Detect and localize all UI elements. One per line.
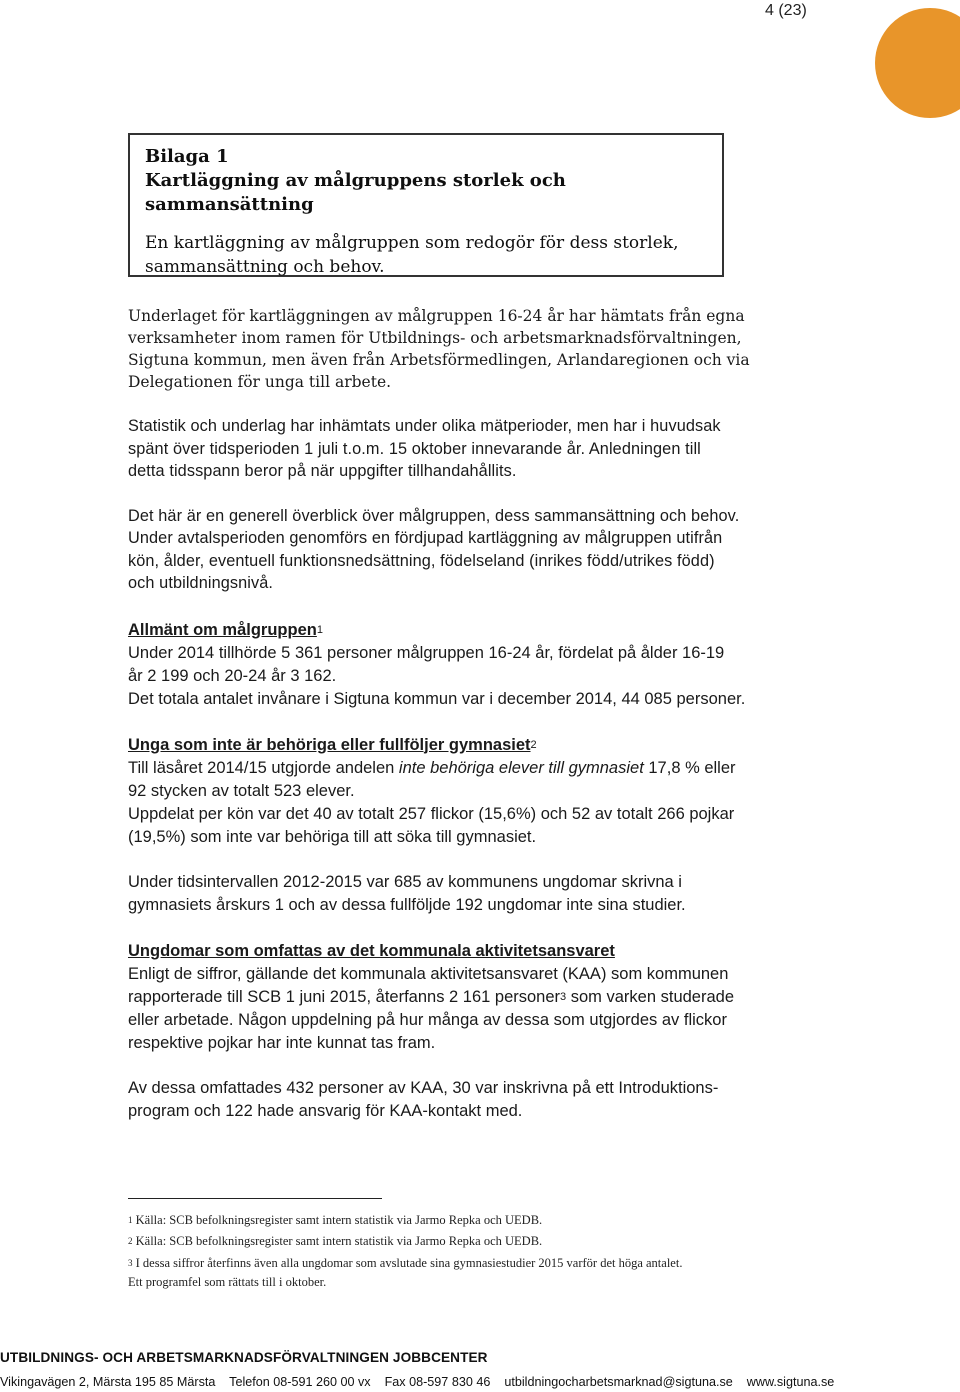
text-line: respektive pojkar har inte kunnat tas fram.	[128, 1033, 436, 1052]
footer-website-link[interactable]: www.sigtuna.se	[746, 1375, 835, 1389]
section-activity-responsibility	[128, 940, 928, 1123]
text-line: Det här är en generell överblick över målgruppen, dess sammansättning och behov.	[128, 506, 740, 525]
section-not-eligible	[128, 734, 928, 917]
intro-paragraph-3	[128, 505, 928, 595]
footer-contact-line	[0, 1375, 960, 1389]
text-line: gymnasiets årskurs 1 och av dessa fullföljde 192 ungdomar inte sina studier.	[128, 895, 686, 914]
text-line: kön, ålder, eventuell funktionsnedsättning, födelseland (inrikes född/utrikes född)	[128, 551, 715, 570]
appendix-description-line1: En kartläggning av målgruppen som redogör för dess storlek,	[145, 233, 679, 253]
text-line: spänt över tidsperioden 1 juli t.o.m. 15 oktober innevarande år. Anledningen till	[128, 439, 701, 458]
footnote-1	[128, 1210, 848, 1231]
text-line: Det totala antalet invånare i Sigtuna kommun var i december 2014, 44 085 personer.	[128, 689, 746, 708]
text-line: eller arbetade. Någon uppdelning på hur många av dessa som utgjordes av flickor	[128, 1010, 727, 1029]
footnotes	[128, 1210, 848, 1292]
footnote-ref-1: 1	[316, 623, 323, 636]
text-line: Underlaget för kartläggningen av målgruppen 16-24 år har hämtats från egna	[128, 307, 745, 325]
text-line: Sigtuna kommun, men även från Arbetsförmedlingen, Arlandaregionen och via	[128, 351, 750, 369]
document-body	[128, 305, 928, 1123]
footnote-number: 3	[128, 1258, 133, 1268]
text-line	[128, 986, 928, 1009]
text-span: rapporterade till SCB 1 juni 2015, återfanns 2 161 personer	[128, 987, 561, 1006]
page-number: 4 (23)	[765, 2, 807, 19]
orange-circle-decoration	[875, 8, 960, 118]
text-line: Delegationen för unga till arbete.	[128, 373, 392, 391]
text-line: (19,5%) som inte var behöriga till att söka till gymnasiet.	[128, 827, 537, 846]
footnote-ref-3: 3	[560, 990, 567, 1003]
appendix-description	[145, 231, 707, 279]
appendix-title-line2: Kartläggning av målgruppens storlek och sammansättning	[145, 170, 566, 215]
intro-paragraph-1	[128, 305, 928, 393]
section-general-heading: Allmänt om målgruppen	[128, 620, 317, 639]
text-line: program och 122 hade ansvarig för KAA-kontakt med.	[128, 1101, 523, 1120]
footnote-2	[128, 1231, 848, 1252]
footnote-number: 1	[128, 1215, 133, 1225]
footnote-ref-2: 2	[530, 738, 537, 751]
footer-organization: UTBILDNINGS- OCH ARBETSMARKNADSFÖRVALTNINGEN JOBBCENTER	[0, 1350, 488, 1365]
text-line: år 2 199 och 20-24 år 3 162.	[128, 666, 337, 685]
text-line: 92 stycken av totalt 523 elever.	[128, 781, 355, 800]
text-line	[128, 757, 928, 780]
footer-phone: Telefon 08-591 260 00 vx	[229, 1375, 371, 1389]
footnote-3	[128, 1254, 848, 1292]
text-span: Till läsåret 2014/15 utgjorde andelen	[128, 758, 399, 777]
footnote-text: Ett programfel som rättats till i oktober.	[128, 1275, 327, 1289]
text-line: och utbildningsnivå.	[128, 574, 274, 592]
footnote-divider	[128, 1198, 382, 1199]
footnote-text: Källa: SCB befolkningsregister samt intern statistik via Jarmo Repka och UEDB.	[135, 1234, 543, 1248]
text-line: Under avtalsperioden genomförs en fördjupad kartläggning av målgruppen utifrån	[128, 529, 723, 547]
footer-email-link[interactable]: utbildningocharbetsmarknad@sigtuna.se	[504, 1375, 733, 1389]
section-activity-heading: Ungdomar som omfattas av det kommunala aktivitetsansvaret	[128, 941, 615, 960]
text-line: Uppdelat per kön var det 40 av totalt 257 flickor (15,6%) och 52 av totalt 266 pojkar	[128, 804, 735, 823]
appendix-title-line1: Bilaga 1	[145, 146, 229, 167]
intro-paragraph-2	[128, 415, 928, 483]
footer-fax: Fax 08-597 830 46	[384, 1375, 491, 1389]
appendix-description-line2: sammansättning och behov.	[145, 257, 385, 277]
appendix-title-box	[128, 133, 724, 277]
text-line: Under tidsintervallen 2012-2015 var 685 av kommunens ungdomar skrivna i	[128, 872, 682, 891]
text-line: Av dessa omfattades 432 personer av KAA, 30 var inskrivna på ett Introduktions-	[128, 1078, 719, 1097]
footnote-text: I dessa siffror återfinns även alla ungdomar som avslutade sina gymnasiestudier 2015 varför det höga antalet.	[135, 1256, 683, 1270]
section-not-eligible-heading: Unga som inte är behöriga eller fullföljer gymnasiet	[128, 735, 531, 754]
footer-address: Vikingavägen 2, Märsta 195 85 Märsta	[0, 1375, 216, 1389]
text-line: Under 2014 tillhörde 5 361 personer målgruppen 16-24 år, fördelat på ålder 16-19	[128, 643, 725, 662]
text-line: verksamheter inom ramen för Utbildnings- och arbetsmarknadsförvaltningen,	[128, 329, 742, 347]
section-general	[128, 619, 928, 711]
text-span: som varken studerade	[566, 987, 734, 1006]
text-line: detta tidsspann beror på när uppgifter tillhandahållits.	[128, 462, 517, 480]
text-line: Enligt de siffror, gällande det kommunala aktivitetsansvaret (KAA) som kommunen	[128, 964, 729, 983]
text-line: Statistik och underlag har inhämtats under olika mätperioder, men har i huvudsak	[128, 417, 721, 435]
footnote-text: Källa: SCB befolkningsregister samt intern statistik via Jarmo Repka och UEDB.	[135, 1213, 543, 1227]
footnote-number: 2	[128, 1236, 133, 1246]
italic-text: inte behöriga elever till gymnasiet	[398, 758, 644, 777]
text-span: 17,8 % eller	[643, 758, 736, 777]
